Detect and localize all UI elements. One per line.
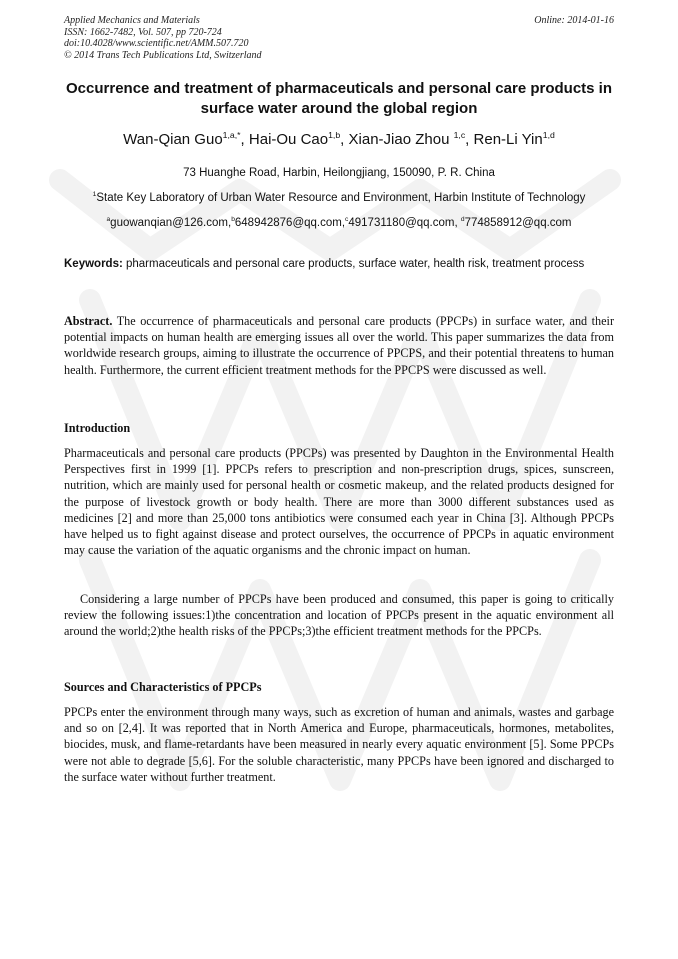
email-address: guowanqian@126.com, [110,217,232,229]
keywords-label: Keywords: [64,258,123,270]
email-mark: b [231,216,235,224]
author-name: Xian-Jiao Zhou [348,131,454,148]
author-affiliation-mark: 1,b [328,130,341,140]
author-name: Ren-Li Yin [473,131,543,148]
author-list: Wan-Qian Guo$^{1,a,*}$, Hai-Ou Cao$^{1,b}$, Xian-Jiao Zhou $^{1,c}$, Ren-Li Yin$^{1,d}$ [123,130,555,148]
author-affiliation-mark: 1,d [542,130,555,140]
issn-line: ISSN: 1662-7482, Vol. 507, pp 720-724 [64,26,222,38]
copyright-line: © 2014 Trans Tech Publications Ltd, Switzerland [64,49,262,61]
journal-name: Applied Mechanics and Materials [64,15,200,26]
sources-paragraph: PPCPs enter the environment through many ways, such as excretion of human and animals, wastes and garbage and so on [2,4]. It was reported that in North America and Europe, pharmaceuticals, hormones, metabolites, biocides, musk, and flame-retardants have been measured in nearly every aquatic environment [5]. Some PPCPs were not able to degrade [5,6]. For the soluble characteristic, many PPCPs have been ignored and discharged to the surface water without further treatment. [64,705,614,784]
author-name: Hai-Ou Cao [248,131,329,148]
email-mark: a [106,216,111,224]
email-address: 491731180@qq.com, [348,217,461,229]
introduction-paragraph: Pharmaceuticals and personal care products (PPCPs) was presented by Daughton in the Environmental Health Perspectives first in 1999 [1]. PPCPs refers to prescription and non-prescription drugs, spices, sunscreen, nutrition, which are mainly used for personal health or cosmetic makeup, and the related products designed for the purpose of livestock growth or body health. There are more than 3000 different substances used as medicines [2] and more than 25,000 tons antibiotics were consumed each year in China [3]. Although PPCPs have helped us to fight against disease and protect ourselves, the occurrence of PPCPs in aquatic environment may cause the variation of the aquatic organisms and the chronic impact on human. [64,446,614,558]
online-date: Online: 2014-01-16 [534,15,614,26]
abstract-text: The occurrence of pharmaceuticals and personal care products (PPCPs) in surface water, and their potential impacts on human health are emerging issues all over the world. This paper summarizes the data from worldwide research groups, aiming to illustrate the occurrence of PPCPS, and their potential threatens to human health. Furthermore, the current efficient treatment methods for the PPCPS were discussed as well. [64,314,615,377]
sources-heading: Sources and Characteristics of PPCPs [64,680,262,694]
email-address: 648942876@qq.com, [234,217,346,229]
abstract-label: Abstract. [64,314,113,328]
affiliation-text: State Key Laboratory of Urban Water Resource and Environment, Harbin Institute of Technology [96,192,586,204]
keywords-block [64,256,614,273]
keywords-text: pharmaceuticals and personal care products, surface water, health risk, treatment process [126,258,585,270]
author-name: Wan-Qian Guo [123,131,223,148]
author-emails [30,217,648,229]
author-affiliation-mark: 1,c [453,130,466,140]
journal-header [64,15,262,61]
introduction-paragraph: Considering a large number of PPCPs have been produced and consumed, this paper is going to critically review the following issues:1)the concentration and location of PPCPs present in the aquatic environment all around the world;2)the health risks of the PPCPs;3)the efficient treatment methods for the PPCPs. [64,592,614,639]
affiliation-mark: 1 [92,191,97,199]
abstract-block [64,313,614,378]
postal-address: 73 Huanghe Road, Harbin, Heilongjiang, 150090, P. R. China [183,167,495,179]
introduction-heading: Introduction [64,421,131,435]
email-mark: d [460,216,465,224]
author-affiliation-mark: 1,a,* [222,130,241,140]
email-address: 774858912@qq.com [464,217,572,229]
paper-title: Occurrence and treatment of pharmaceuticals and personal care products in surface water around the global region [66,80,612,117]
doi-line: doi:10.4028/www.scientific.net/AMM.507.720 [64,38,249,49]
email-mark: c [345,216,349,224]
affiliation [30,192,648,204]
